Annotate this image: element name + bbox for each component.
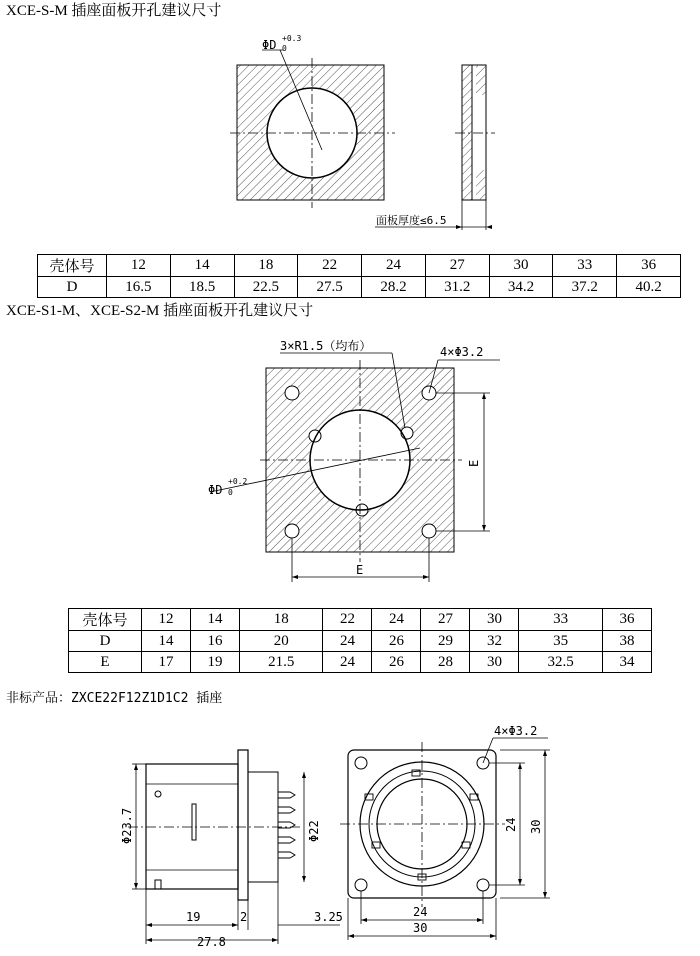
svg-text:0: 0 [228,488,233,497]
section3-title: 非标产品：ZXCE22F12Z1D1C2 插座 [6,691,223,706]
table-cell: 24 [323,652,372,673]
table-cell: D [38,277,107,298]
table-header-cell: 壳体号 [69,609,142,631]
table-cell: 18 [234,255,298,277]
table-cell: 31.2 [425,277,489,298]
svg-text:0: 0 [282,44,287,53]
table-cell: 29 [421,631,470,652]
diameter-label: ΦD [262,38,277,52]
table-cell: 30 [489,255,553,277]
table-cell: 17 [142,652,191,673]
table-cell: 14 [170,255,234,277]
table-cell: 12 [107,255,171,277]
table-cell: 22.5 [234,277,298,298]
table-cell: 32 [470,631,519,652]
panel-cutout-diagram-1 [0,0,700,250]
table-cell: 19 [191,652,240,673]
socket-drawing [0,712,700,952]
table-cell: 24 [362,255,426,277]
section1-title: XCE-S-M 插座面板开孔建议尺寸 [6,3,222,19]
table-cell: 18.5 [170,277,234,298]
dim-30-horizontal: 30 [413,921,428,935]
mount-hole [355,757,367,769]
table-cell: 34 [602,652,651,673]
dim-24-horizontal: 24 [413,905,428,919]
table-cell: 16 [191,631,240,652]
table-header-cell: 壳体号 [38,255,107,277]
table-cell: 30 [470,652,519,673]
front-view [340,724,550,940]
table-cell: 38 [602,631,651,652]
svg-text:+0.3: +0.3 [282,34,302,43]
table-row [69,609,652,631]
mount-hole [355,879,367,891]
table-cell: 37.2 [553,277,617,298]
slot-label: 3×R1.5（均布） [280,339,372,353]
table-cell: 30 [470,609,519,631]
dim-len-19: 19 [186,910,201,924]
table-cell: 18 [240,609,323,631]
table-cell: 14 [142,631,191,652]
svg-text:+0.2: +0.2 [228,477,248,486]
dim-len-278: 27.8 [197,935,226,949]
side-hatch-left [462,65,472,200]
panel-cutout-diagram-2 [0,320,700,590]
table-row [69,652,652,673]
table-cell: 26 [372,652,421,673]
table-cell: 28.2 [362,277,426,298]
spec-table-2 [68,608,652,673]
section2-title: XCE-S1-M、XCE-S2-M 插座面板开孔建议尺寸 [6,303,314,319]
dim-len-2: 2 [240,910,248,924]
panel-hatched-plate [237,65,384,200]
diameter-label: ΦD [208,483,223,497]
mount-hole [477,879,489,891]
table-cell: 20 [240,631,323,652]
side-view [120,750,343,949]
dim-30-vertical: 30 [529,819,543,834]
table-cell: 21.5 [240,652,323,673]
dim-e-horizontal: E [356,563,364,577]
table-cell: 24 [372,609,421,631]
spec-table-1 [37,254,681,298]
table-cell: 22 [323,609,372,631]
table-cell: 12 [142,609,191,631]
table-cell: E [69,652,142,673]
table-cell: 34.2 [489,277,553,298]
table-cell: 22 [298,255,362,277]
dim-dia-body: Φ23.7 [120,807,134,844]
dim-dia-thread: Φ22 [307,820,321,842]
table-cell: 14 [191,609,240,631]
table-cell: 24 [323,631,372,652]
table-cell: 35 [519,631,602,652]
table-cell: 32.5 [519,652,602,673]
table-row [69,631,652,652]
table-cell: 27.5 [298,277,362,298]
table-cell: 27 [421,609,470,631]
table-row [38,277,681,298]
front-holes-label: 4×Φ3.2 [494,724,538,738]
table-cell: 33 [519,609,602,631]
table-cell: 36 [602,609,651,631]
table-cell: 40.2 [617,277,681,298]
table-cell: 16.5 [107,277,171,298]
table-cell: 36 [617,255,681,277]
dim-e-vertical: E [467,459,481,467]
thickness-label: 面板厚度≤6.5 [376,214,447,227]
holes-label: 4×Φ3.2 [440,345,484,359]
dim-24-vertical: 24 [504,817,518,832]
table-cell: 26 [372,631,421,652]
table-cell: D [69,631,142,652]
table-cell: 28 [421,652,470,673]
table-cell: 27 [425,255,489,277]
table-cell: 33 [553,255,617,277]
table-row [38,255,681,277]
dim-len-325: 3.25 [314,910,343,924]
